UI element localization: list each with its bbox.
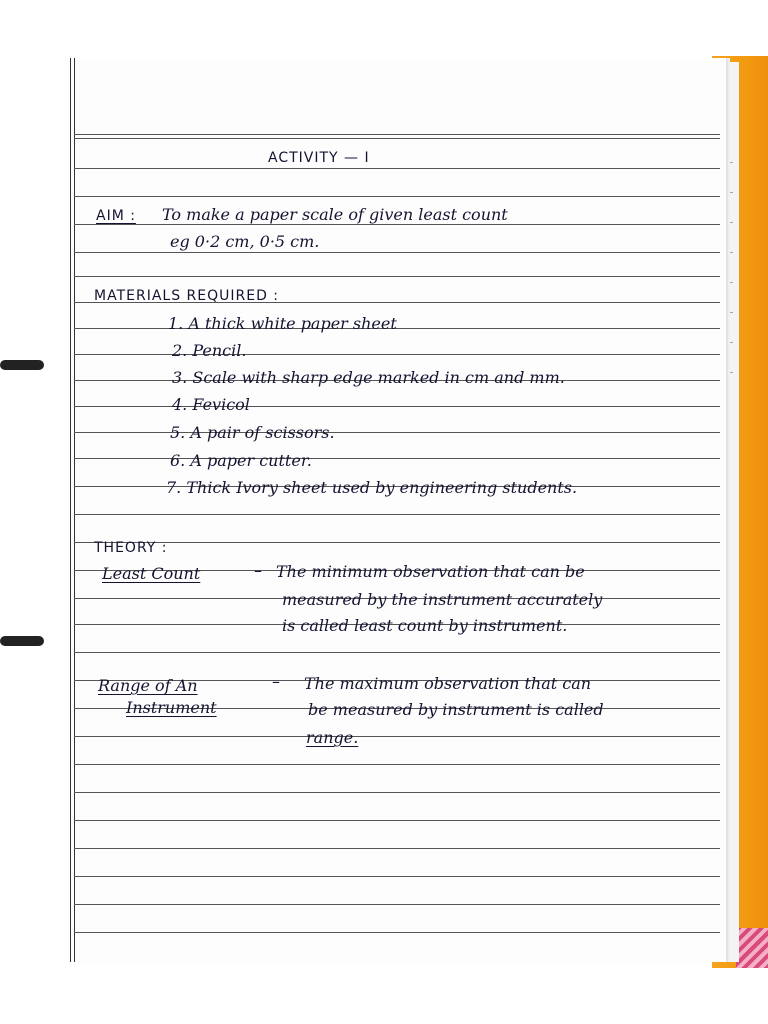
dash-separator: –: [272, 672, 280, 691]
material-item: 7. Thick Ivory sheet used by engineering students.: [166, 478, 578, 497]
dash-separator: –: [254, 561, 262, 580]
ruled-line: [74, 168, 720, 169]
binder-hole: [0, 360, 44, 370]
pink-paper-edge: [736, 928, 768, 968]
material-item: 4. Fevicol: [172, 395, 250, 414]
ruled-line: [74, 764, 720, 765]
binder-hole: [0, 636, 44, 646]
material-item: 2. Pencil.: [172, 341, 247, 360]
material-item: 5. A pair of scissors.: [170, 423, 335, 442]
materials-heading: MATERIALS REQUIRED :: [94, 288, 280, 304]
ruled-line: [74, 792, 720, 793]
ruled-line: [74, 932, 720, 933]
range-term-line-1: Range of An: [98, 676, 198, 695]
ruled-line: [74, 196, 720, 197]
least-count-line-2: measured by the instrument accurately: [282, 590, 603, 609]
ruled-line: [74, 820, 720, 821]
margin-line: [70, 58, 71, 962]
aim-line-2: eg 0·2 cm, 0·5 cm.: [170, 232, 320, 251]
activity-title: ACTIVITY — I: [268, 150, 370, 166]
ruled-line: [74, 652, 720, 653]
material-item: 3. Scale with sharp edge marked in cm and mm.: [172, 368, 565, 387]
notebook-page: [66, 58, 726, 962]
ruled-line: [74, 354, 720, 355]
least-count-term: Least Count: [102, 564, 201, 583]
ruled-line: [74, 848, 720, 849]
aim-label: AIM :: [96, 208, 136, 224]
range-term-line-2: Instrument: [126, 698, 217, 717]
ruled-line: [74, 276, 720, 277]
aim-line-1: To make a paper scale of given least count: [162, 205, 508, 224]
ruled-line: [74, 514, 720, 515]
material-item: 6. A paper cutter.: [170, 451, 312, 470]
ruled-line: [74, 542, 720, 543]
range-line-1: The maximum observation that can: [304, 674, 592, 693]
ruled-line: [74, 252, 720, 253]
ruled-line: [74, 406, 720, 407]
ruled-line: [74, 876, 720, 877]
material-item: 1. A thick white paper sheet: [168, 314, 397, 333]
ruled-line: [74, 736, 720, 737]
least-count-line-3: is called least count by instrument.: [282, 616, 568, 635]
margin-line: [74, 58, 75, 962]
range-line-3: range.: [306, 728, 359, 747]
header-rule: [74, 134, 720, 139]
ruled-line: [74, 904, 720, 905]
least-count-line-1: The minimum observation that can be: [276, 562, 585, 581]
theory-heading: THEORY :: [94, 540, 168, 556]
range-line-2: be measured by instrument is called: [308, 700, 604, 719]
